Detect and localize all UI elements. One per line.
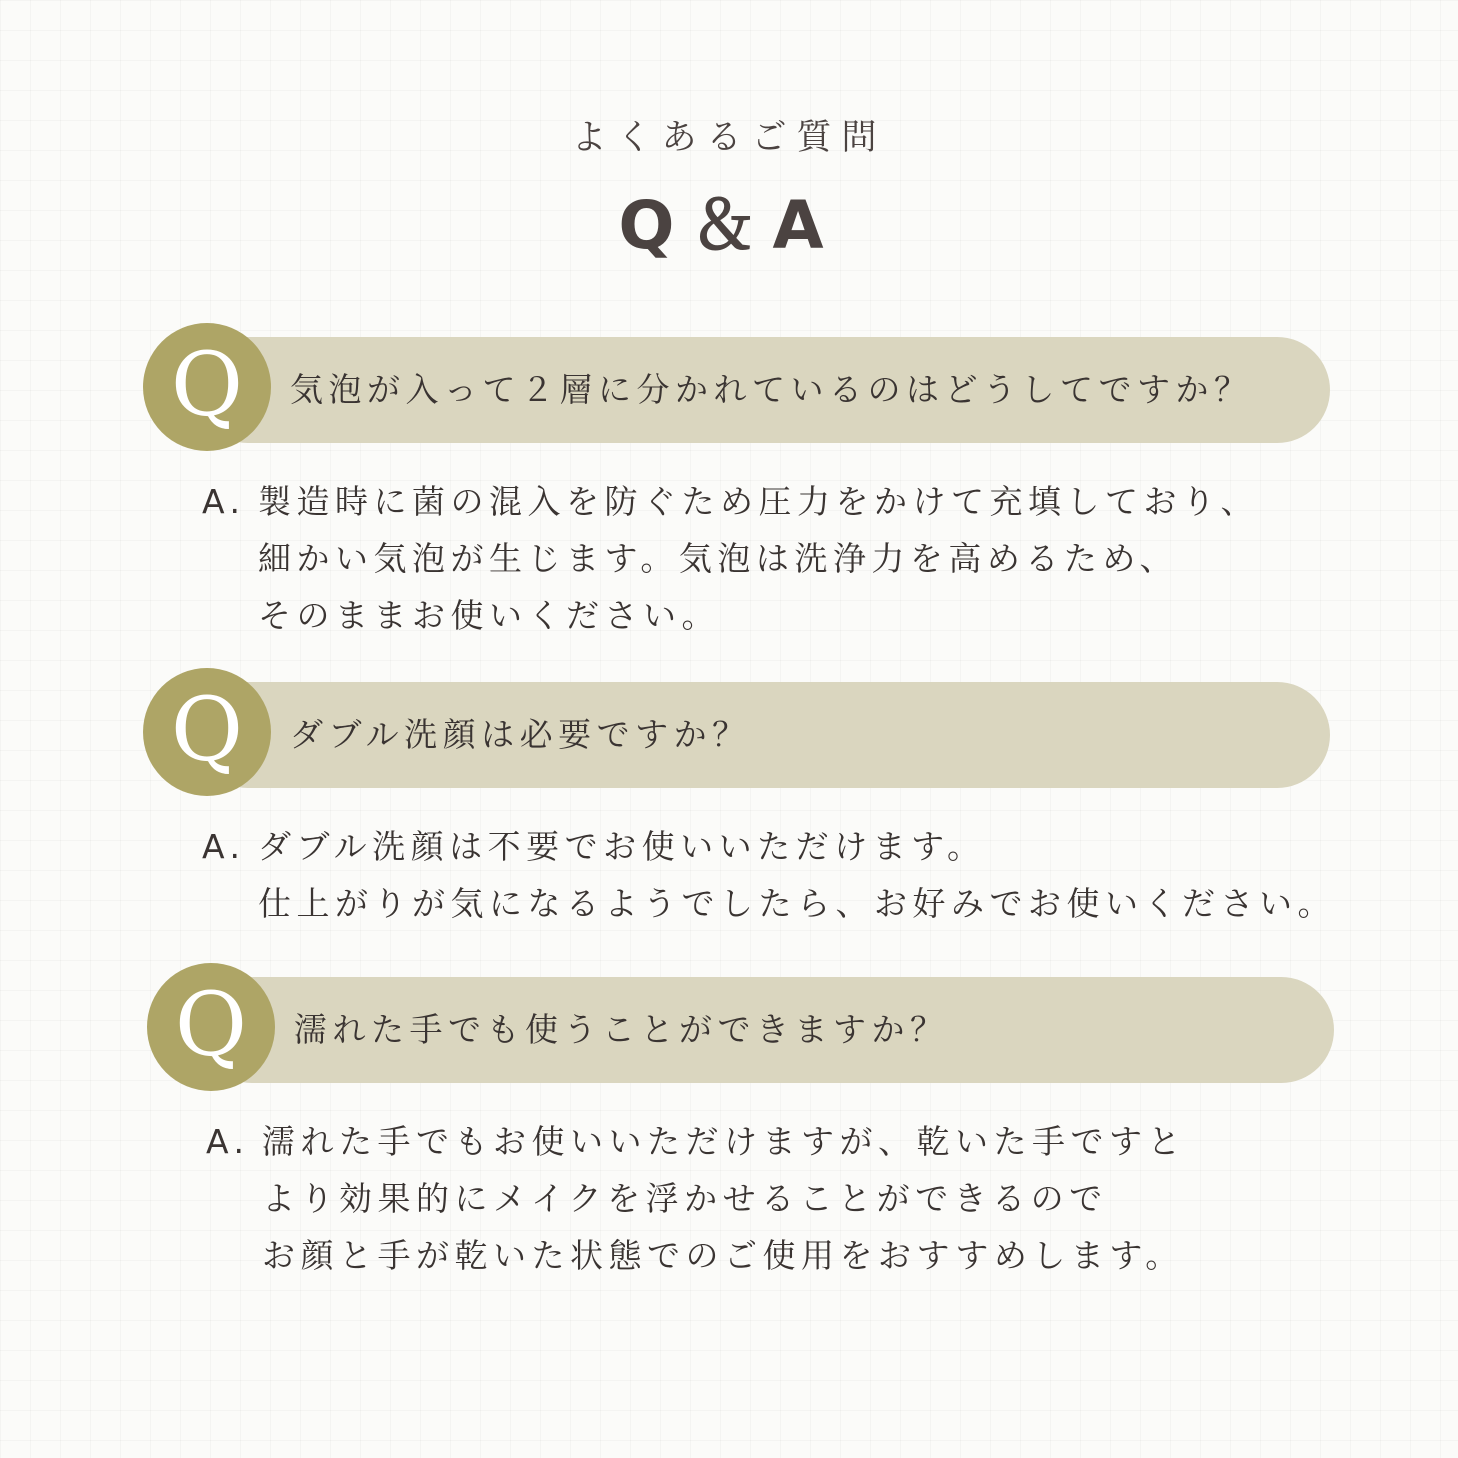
answer-line: より効果的にメイクを浮かせることができるので [262,1179,1108,1218]
question-text: 気泡が入って２層に分かれているのはどうしてですか？ [290,370,1253,409]
answer-line: 濡れた手でもお使いいただけますが、乾いた手ですと [262,1122,1186,1161]
section-title: Q＆A [618,187,840,264]
question-q-icon: Q [170,333,244,436]
answer-line: ダブル洗顔は不要でお使いいただけます。 [258,827,986,866]
answer-label: A. [206,1122,250,1161]
answer-line: お顔と手が乾いた状態でのご使用をおすすめします。 [262,1236,1184,1275]
question-badge [143,323,271,451]
question-badge [147,963,275,1091]
answer-line: 仕上がりが気になるようでしたら、お好みでお使いください。 [258,884,1336,923]
question-badge [143,668,271,796]
question-text: 濡れた手でも使うことができますか？ [294,1010,949,1049]
answer-label: A. [202,827,246,866]
answer-line: そのままお使いください。 [258,596,720,635]
answer-line: 製造時に菌の混入を防ぐため圧力をかけて充填しており、 [258,482,1259,521]
question-text: ダブル洗顔は必要ですか？ [290,715,751,754]
section-subtitle: よくあるご質問 [571,118,887,158]
question-q-icon: Q [170,678,244,781]
answer-line: 細かい気泡が生じます。気泡は洗浄力を高めるため、 [258,539,1179,578]
answer-label: A. [202,482,246,521]
question-q-icon: Q [174,973,248,1076]
